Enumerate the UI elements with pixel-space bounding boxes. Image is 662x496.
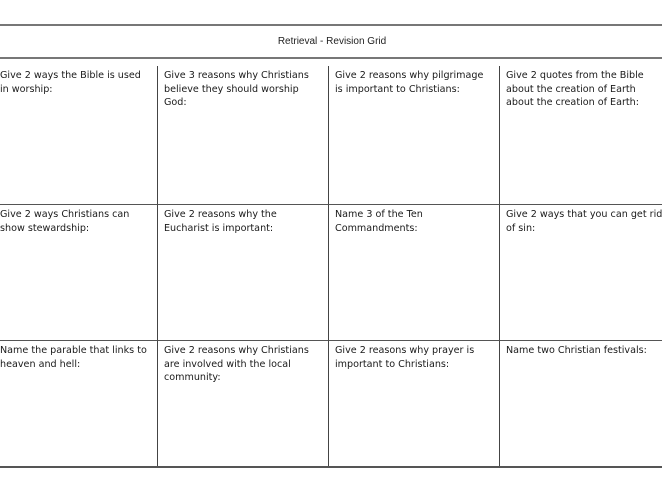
- grid-cell-stewardship[interactable]: Give 2 ways Christians can show stewardship:: [0, 205, 158, 341]
- grid-cell-reasons-worship[interactable]: Give 3 reasons why Christians believe they should worship God:: [158, 66, 329, 205]
- grid-cell-sin[interactable]: Give 2 ways that you can get rid of sin:: [500, 205, 662, 341]
- revision-grid-sheet: [0, 24, 662, 384]
- revision-grid: [0, 66, 662, 468]
- title-row: [0, 24, 662, 59]
- grid-cell-eucharist[interactable]: Give 2 reasons why the Eucharist is important:: [158, 205, 329, 341]
- grid-cell-creation-quotes[interactable]: Give 2 quotes from the Bible about the creation of Earth about the creation of Earth:: [500, 66, 662, 205]
- grid-cell-ten-commandments[interactable]: Name 3 of the Ten Commandments:: [329, 205, 500, 341]
- grid-title: Retrieval - Revision Grid: [277, 36, 387, 47]
- grid-cell-bible-worship[interactable]: Give 2 ways the Bible is used in worship:: [0, 66, 158, 205]
- grid-cell-festivals[interactable]: Name two Christian festivals:: [506, 345, 647, 356]
- grid-cell-local-community[interactable]: Give 2 reasons why Christians are involved with the local community:: [158, 341, 329, 466]
- grid-cell-parable[interactable]: Name the parable that links to heaven and hell:: [0, 341, 158, 466]
- grid-cell-pilgrimage[interactable]: Give 2 reasons why pilgrimage is important to Christians:: [329, 66, 500, 205]
- grid-cell-prayer[interactable]: Give 2 reasons why prayer is important to Christians:: [329, 341, 500, 466]
